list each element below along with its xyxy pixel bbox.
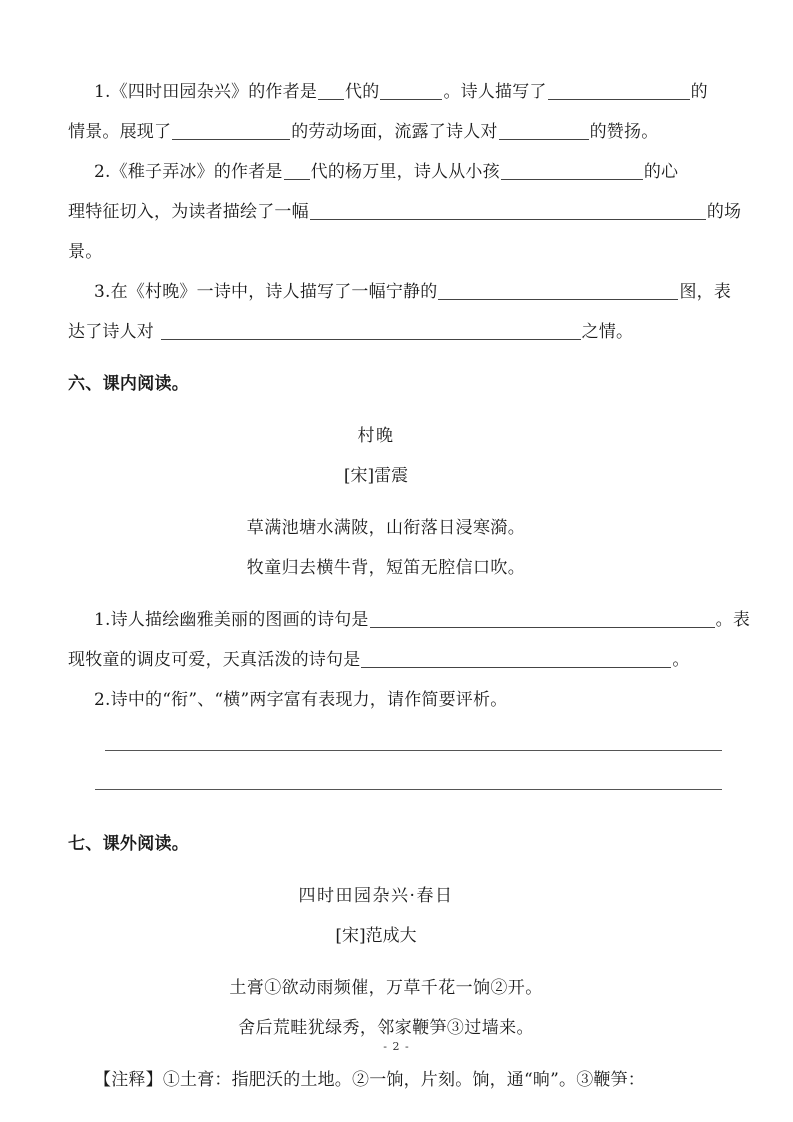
question-2-text-b: 代的杨万里，诗人从小孩 xyxy=(310,162,500,182)
question-2-text-e: 的场 xyxy=(706,202,742,222)
section-six-q1-number: 1. xyxy=(94,610,111,630)
spacer xyxy=(68,956,728,968)
section-six-q1-text-d: 。 xyxy=(672,650,690,670)
question-2-line-1 xyxy=(68,152,728,192)
question-1-text-d: 的 xyxy=(690,82,708,102)
question-3-line-1 xyxy=(68,272,732,312)
spacer xyxy=(68,588,728,600)
section-six-poem-line: 牧童归去横牛背，短笛无腔信口吹。 xyxy=(246,558,526,578)
question-1-number: 1. xyxy=(94,82,111,102)
answer-blank[interactable] xyxy=(361,650,671,668)
section-six-q2-text: 诗中的“衔”、“横”两字富有表现力，请作简要评析。 xyxy=(110,690,508,710)
answer-blank[interactable] xyxy=(318,82,344,100)
notes-label: 【注释】 xyxy=(94,1070,163,1090)
section-six-poem-author: [宋]雷震 xyxy=(343,466,409,486)
section-seven-poem-title: 四时田园杂兴·春日 xyxy=(298,886,454,906)
answer-blank[interactable] xyxy=(370,610,715,628)
section-six-q2-number: 2. xyxy=(94,690,111,710)
question-2-text-d: 理特征切入，为读者描绘了一幅 xyxy=(68,202,309,222)
question-3-text-d: 之情。 xyxy=(581,322,634,342)
section-seven-poem-author: [宋]范成大 xyxy=(335,926,417,946)
question-3-line-2 xyxy=(68,312,728,352)
section-seven-poem-line: 土膏①欲动雨频催，万草千花一饷②开。 xyxy=(229,978,543,998)
section-six-q1-text-c: 现牧童的调皮可爱，天真活泼的诗句是 xyxy=(68,650,361,670)
question-1-text-b: 代的 xyxy=(345,82,380,102)
question-2-text-a: 《稚子弄冰》的作者是 xyxy=(110,162,283,182)
question-1-text-a: 《四时田园杂兴》的作者是 xyxy=(110,82,318,102)
answer-line[interactable] xyxy=(105,750,722,751)
question-2-line-3 xyxy=(68,232,728,272)
question-3-text-b: 图，表 xyxy=(679,282,732,302)
spacer xyxy=(68,352,728,364)
section-six-q1-text-b: 。表 xyxy=(715,610,751,630)
spacer xyxy=(68,790,728,824)
spacer xyxy=(68,864,728,876)
question-2-text-c: 的心 xyxy=(643,162,679,182)
answer-blank[interactable] xyxy=(161,322,581,340)
question-2-number: 2. xyxy=(94,162,111,182)
section-seven-heading: 七、课外阅读。 xyxy=(68,834,190,854)
section-seven-notes xyxy=(68,1060,728,1100)
answer-blank[interactable] xyxy=(310,202,706,220)
answer-blank[interactable] xyxy=(284,162,310,180)
answer-blank[interactable] xyxy=(501,162,643,180)
question-2-line-2 xyxy=(68,192,742,232)
page-content xyxy=(68,72,751,1100)
answer-blank[interactable] xyxy=(172,122,290,140)
question-1-text-e: 情景。展现了 xyxy=(68,122,172,142)
answer-blank[interactable] xyxy=(499,122,589,140)
answer-blank[interactable] xyxy=(438,282,678,300)
question-1-line-2 xyxy=(68,112,728,152)
question-1-text-f: 的劳动场面，流露了诗人对 xyxy=(291,122,498,142)
section-six-heading: 六、课内阅读。 xyxy=(68,374,190,394)
section-six-poem-title: 村晚 xyxy=(357,426,395,446)
section-six-q1-text-a: 诗人描绘幽雅美丽的图画的诗句是 xyxy=(110,610,369,630)
answer-blank[interactable] xyxy=(380,82,442,100)
section-seven-poem-line: 舍后荒畦犹绿秀，邻家鞭笋③过墙来。 xyxy=(238,1018,534,1038)
spacer xyxy=(68,496,728,508)
section-six-question-2 xyxy=(68,680,728,720)
question-3-text-a: 在《村晚》一诗中，诗人描写了一幅宁静的 xyxy=(110,282,438,302)
page-number: - 2 - xyxy=(383,1040,410,1053)
section-six-poem-line: 草满池塘水满陂，山衔落日浸寒漪。 xyxy=(246,518,526,538)
question-1-line-1 xyxy=(68,72,728,112)
question-3-number: 3. xyxy=(94,282,111,302)
spacer xyxy=(68,404,728,416)
section-six-question-1-line-1 xyxy=(68,600,751,640)
answer-blank[interactable] xyxy=(548,82,690,100)
section-six-question-1-line-2 xyxy=(68,640,728,680)
question-1-text-g: 的赞扬。 xyxy=(589,122,659,142)
question-3-text-c: 达了诗人对 xyxy=(68,322,154,342)
notes-text: ①土膏：指肥沃的土地。②一饷，片刻。饷，通“晌”。③鞭笋： xyxy=(162,1070,645,1090)
question-2-text-f: 景。 xyxy=(68,242,103,262)
question-1-text-c: 。诗人描写了 xyxy=(443,82,547,102)
